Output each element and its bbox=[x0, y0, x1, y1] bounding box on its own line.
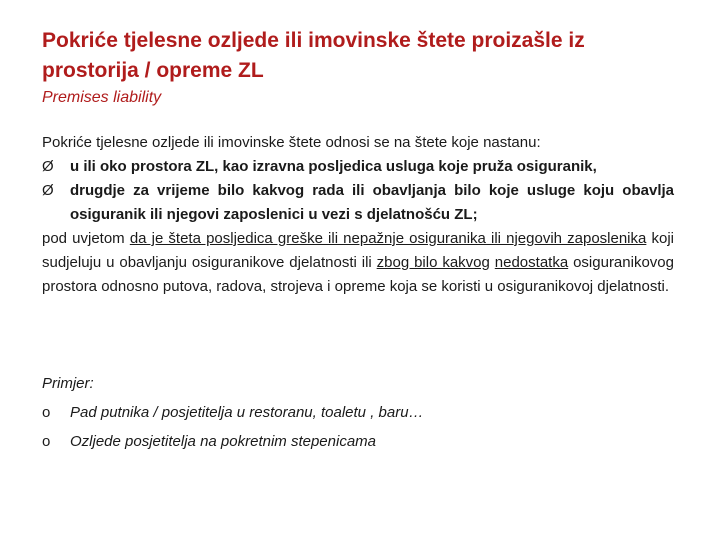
slide-title: Pokriće tjelesne ozljede ili imovinske štete proizašle iz prostorija / opreme ZL bbox=[42, 29, 585, 82]
example-item-text: Pad putnika / posjetitelja u restoranu, toaletu , baru… bbox=[70, 404, 424, 421]
content-body bbox=[42, 131, 674, 299]
bullet-text: drugdje za vrijeme bilo kakvog rada ili obavljanja bilo koje usluge koju obavlja osiguranik ili njegovi zaposlenici u vezi s djelatnošću ZL; bbox=[70, 182, 674, 223]
arrow-bullet-icon: Ø bbox=[42, 182, 54, 199]
condition-underlined-text: da je šteta posljedica greške ili nepažnje osiguranika ili njegovih zaposlenika bbox=[129, 230, 647, 247]
bullet-list bbox=[42, 155, 674, 227]
condition-paragraph bbox=[42, 227, 674, 299]
example-label: Primjer: bbox=[42, 375, 94, 392]
condition-text: koji sudjeluju u obavljanju osiguranikove djelatnosti ili bbox=[42, 230, 674, 271]
condition-text: osiguranikovog prostora odnosno putova, radova, strojeva i opreme koja se koristi u osiguranikovoj djelatnosti. bbox=[42, 254, 674, 295]
example-section bbox=[42, 369, 674, 456]
arrow-bullet-icon: Ø bbox=[42, 158, 54, 175]
intro-text: Pokriće tjelesne ozljede ili imovinske štete odnosi se na štete koje nastanu: bbox=[42, 134, 541, 151]
example-item-text: Ozljede posjetitelja na pokretnim stepenicama bbox=[70, 433, 376, 450]
condition-underlined-text: zbog bilo kakvog bbox=[376, 254, 490, 271]
condition-text: pod uvjetom bbox=[42, 230, 130, 247]
bullet-text: u ili oko prostora ZL, kao izravna posljedica usluga koje pruža osiguranik, bbox=[70, 158, 597, 175]
circle-bullet-icon: o bbox=[42, 433, 51, 450]
example-item bbox=[42, 398, 674, 427]
bullet-item bbox=[42, 155, 674, 179]
bullet-item bbox=[42, 179, 674, 227]
condition-underlined-text: nedostatka bbox=[494, 254, 569, 271]
circle-bullet-icon: o bbox=[42, 404, 51, 421]
slide-subtitle: Premises liability bbox=[42, 89, 162, 106]
example-item bbox=[42, 427, 674, 456]
